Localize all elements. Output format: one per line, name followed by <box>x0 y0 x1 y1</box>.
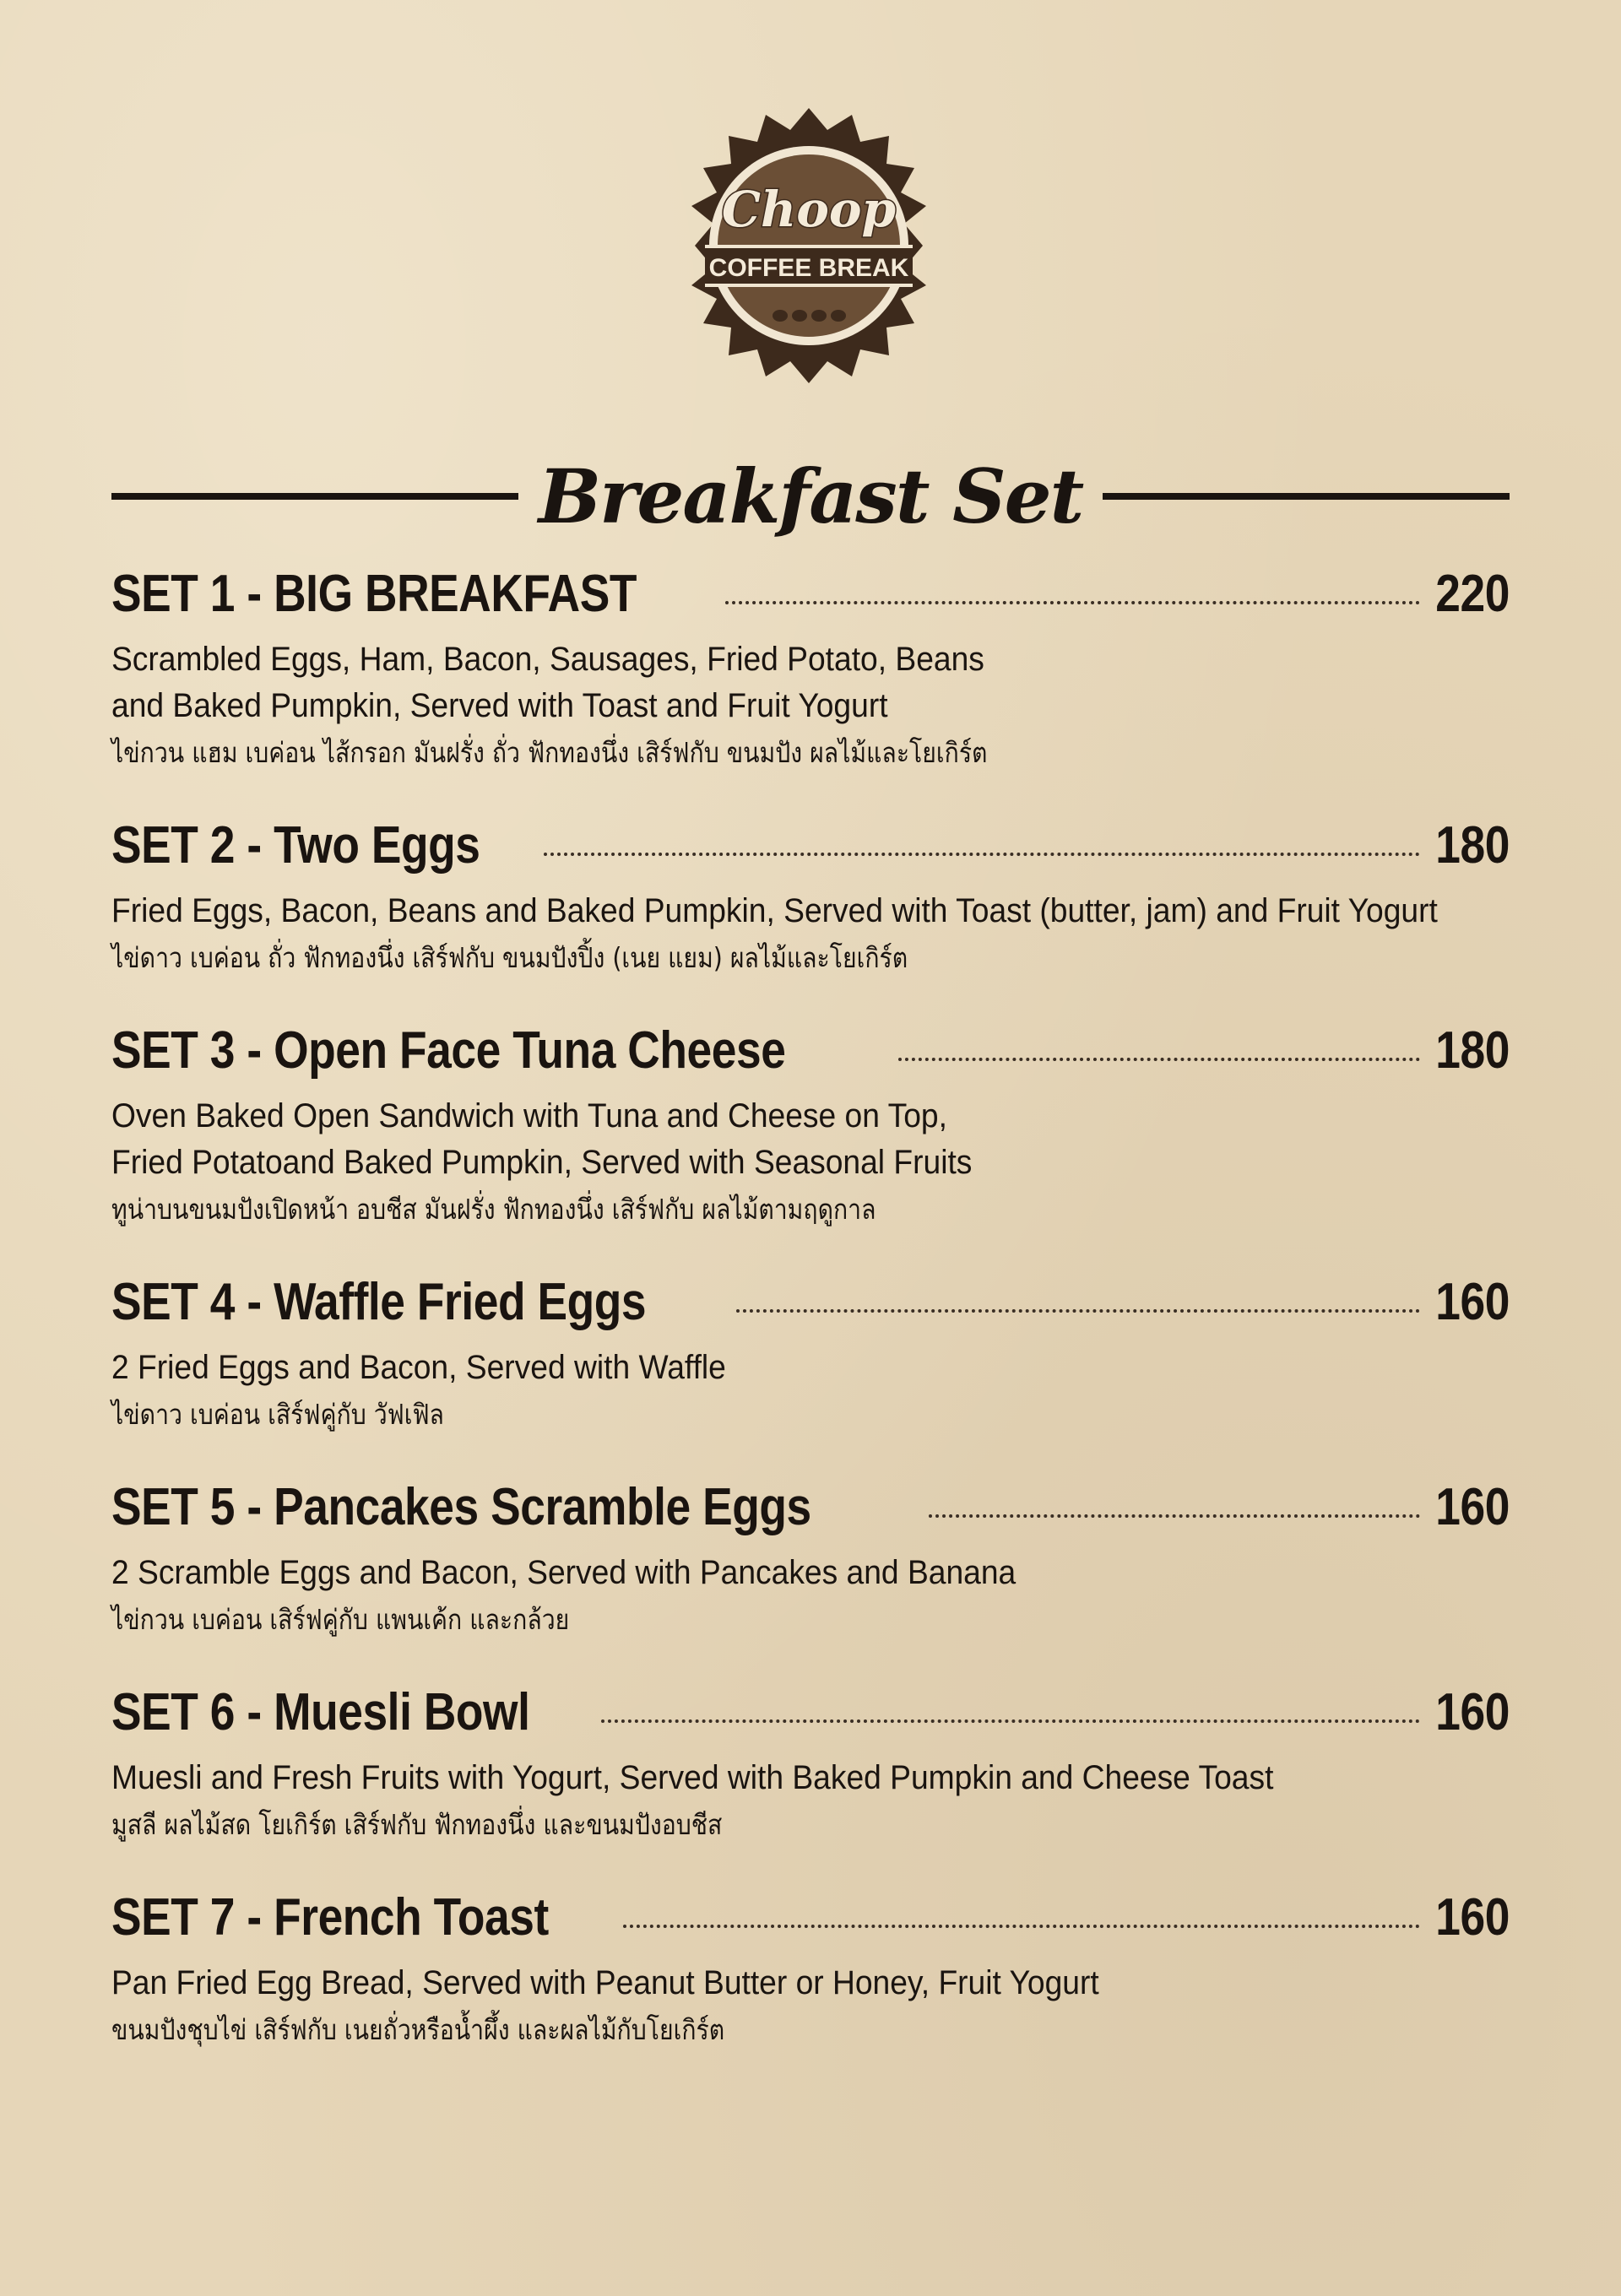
item-header <box>111 1682 1510 1750</box>
item-thai-description: มูสลี ผลไม้สด โยเกิร์ต เสิร์ฟกับ ฟักทองนึ่ง และขนมปังอบชีส <box>111 1808 723 1841</box>
item-description-line: Muesli and Fresh Fruits with Yogurt, Served with Baked Pumpkin and Cheese Toast <box>111 1759 1274 1796</box>
item-name: SET 4 - Waffle Fried Eggs <box>111 1273 647 1331</box>
item-price: 160 <box>1435 1273 1510 1331</box>
item-header <box>111 1272 1510 1340</box>
section-header <box>111 437 1510 555</box>
item-price: 160 <box>1435 1683 1510 1741</box>
dot-leader <box>736 1309 1420 1313</box>
item-name: SET 3 - Open Face Tuna Cheese <box>111 1021 786 1080</box>
item-description-line: Oven Baked Open Sandwich with Tuna and Cheese on Top, <box>111 1097 947 1134</box>
dot-leader <box>623 1925 1420 1928</box>
menu-item <box>111 815 1510 981</box>
logo-name: Choop <box>721 181 897 238</box>
item-description-line: 2 Scramble Eggs and Bacon, Served with Pancakes and Banana <box>111 1554 1017 1591</box>
item-name: SET 7 - French Toast <box>111 1888 549 1947</box>
item-name: SET 2 - Two Eggs <box>111 816 480 875</box>
dot-leader <box>929 1514 1420 1518</box>
menu-item <box>111 1887 1510 2053</box>
item-header <box>111 1477 1510 1545</box>
item-header <box>111 1887 1510 1955</box>
item-description <box>111 1550 1412 1596</box>
item-description <box>111 1960 1412 2006</box>
choop-logo <box>671 108 946 383</box>
item-description-line: Fried Potatoand Baked Pumpkin, Served with Seasonal Fruits <box>111 1144 973 1181</box>
item-price: 180 <box>1435 1021 1510 1080</box>
header-rule-left <box>111 493 518 500</box>
item-description <box>111 636 1412 729</box>
menu-item <box>111 1272 1510 1438</box>
dot-leader <box>725 601 1420 604</box>
item-header <box>111 564 1510 631</box>
item-description <box>111 1755 1412 1801</box>
item-header <box>111 1021 1510 1088</box>
logo-badge <box>671 108 946 383</box>
logo-tagline: COFFEE BREAK <box>708 254 909 282</box>
item-thai-description: ไข่กวน แฮม เบค่อน ไส้กรอก มันฝรั่ง ถั่ว ฟักทองนึ่ง เสิร์ฟกับ ขนมปัง ผลไม้และโยเกิร์ต <box>111 736 988 769</box>
item-name: SET 1 - BIG BREAKFAST <box>111 565 637 623</box>
item-thai-description: ไข่กวน เบค่อน เสิร์ฟคู่กับ แพนเค้ก และกล้วย <box>111 1603 570 1636</box>
item-thai-description: ทูน่าบนขนมปังเปิดหน้า อบชีส มันฝรั่ง ฟักทองนึ่ง เสิร์ฟกับ ผลไม้ตามฤดูกาล <box>111 1193 876 1226</box>
item-price: 180 <box>1435 816 1510 875</box>
item-price: 220 <box>1435 565 1510 623</box>
menu-item <box>111 564 1510 776</box>
item-description <box>111 888 1438 934</box>
item-description-line: Pan Fried Egg Bread, Served with Peanut Butter or Honey, Fruit Yogurt <box>111 1964 1099 2001</box>
item-price: 160 <box>1435 1478 1510 1536</box>
header-rule-right <box>1103 493 1510 500</box>
dot-leader <box>601 1719 1420 1723</box>
item-header <box>111 815 1510 883</box>
item-name: SET 5 - Pancakes Scramble Eggs <box>111 1478 811 1536</box>
item-price: 160 <box>1435 1888 1510 1947</box>
dot-leader <box>898 1058 1420 1061</box>
item-thai-description: ไข่ดาว เบค่อน เสิร์ฟคู่กับ วัฟเฟิล <box>111 1398 444 1431</box>
item-thai-description: ขนมปังชุบไข่ เสิร์ฟกับ เนยถั่วหรือน้ำผึ้ง และผลไม้กับโยเกิร์ต <box>111 2013 725 2046</box>
item-description-line: and Baked Pumpkin, Served with Toast and Fruit Yogurt <box>111 687 888 724</box>
item-name: SET 6 - Muesli Bowl <box>111 1683 530 1741</box>
dot-leader <box>544 853 1420 856</box>
item-description <box>111 1093 1412 1186</box>
item-description-line: Fried Eggs, Bacon, Beans and Baked Pumpkin, Served with Toast (butter, jam) and Fruit Yogurt <box>111 892 1438 929</box>
item-description <box>111 1345 1412 1391</box>
item-description-line: 2 Fried Eggs and Bacon, Served with Waffle <box>111 1349 726 1386</box>
item-thai-description: ไข่ดาว เบค่อน ถั่ว ฟักทองนึ่ง เสิร์ฟกับ ขนมปังปิ้ง (เนย แยม) ผลไม้และโยเกิร์ต <box>111 941 908 974</box>
menu-item <box>111 1021 1510 1232</box>
menu-item <box>111 1477 1510 1643</box>
section-title: Breakfast Set <box>538 452 1083 540</box>
item-description-line: Scrambled Eggs, Ham, Bacon, Sausages, Fried Potato, Beans <box>111 641 984 678</box>
menu-item <box>111 1682 1510 1848</box>
